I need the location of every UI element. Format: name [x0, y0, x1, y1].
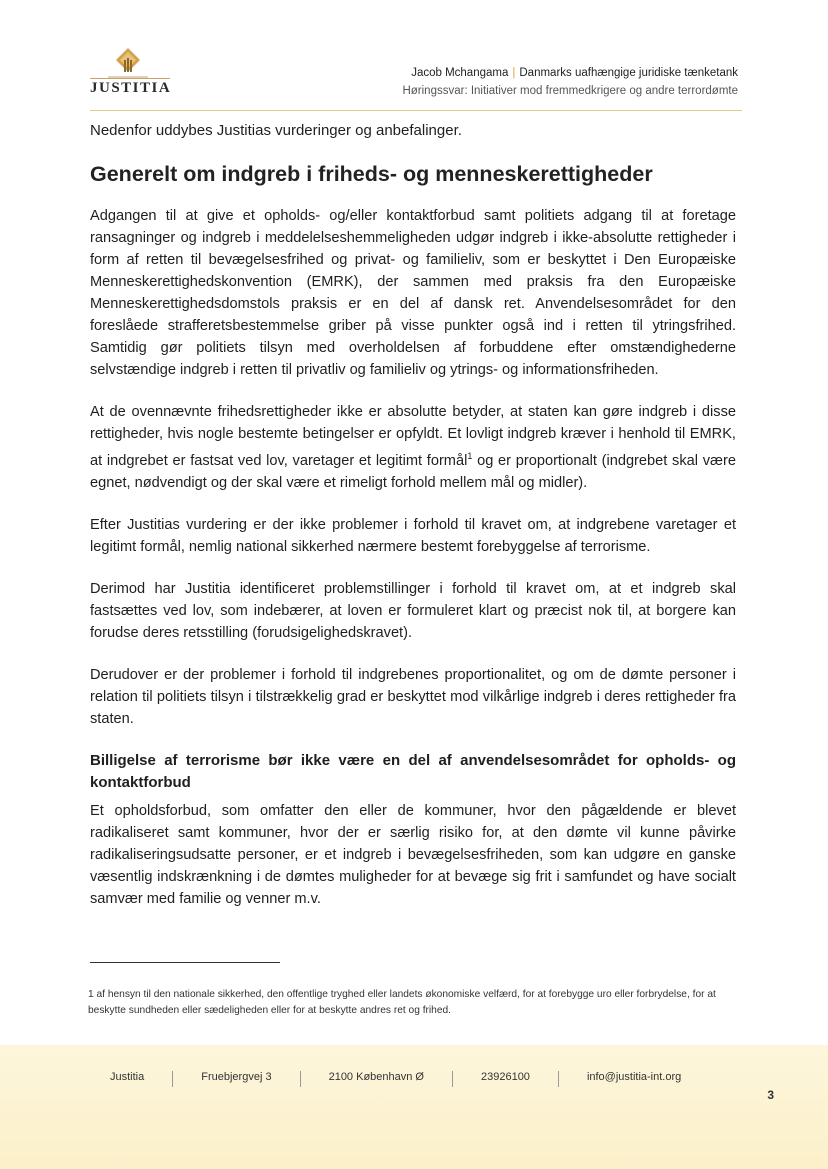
paragraph-5: Derudover er der problemer i forhold til indgrebenes proportionalitet, og om de dømte personer i relation til politiets tilsyn i tilstrækkelig grad er beskyttet mod vilkårlige indgreb i deres rettigheder fra staten. [90, 666, 736, 727]
subsection-heading: Billigelse af terrorisme bør ikke være en del af anvendelsesområdet for opholds- og kontaktforbud [90, 751, 736, 791]
header-subtitle: Høringssvar: Initiativer mod fremmedkrigere og andre terrordømte [402, 85, 738, 97]
footer-separator [172, 1071, 173, 1087]
justitia-logo [90, 46, 170, 98]
document-header [402, 64, 738, 100]
logo-text: JUSTITIA [90, 80, 172, 96]
page-footer [0, 1045, 828, 1169]
footer-street: Fruebjergvej 3 [201, 1071, 272, 1083]
footnote: 1 af hensyn til den nationale sikkerhed, den offentlige tryghed eller landets økonomiske velfærd, for at forebygge uro eller forbrydelse, for at beskytte sundheden eller sædeligheden eller for at beskytte andres ret og frihed. [88, 989, 716, 1016]
header-author: Jacob Mchangama [411, 67, 509, 79]
footnote-ref: 1 [467, 451, 473, 461]
footnote-rule [90, 962, 280, 963]
page-number: 3 [767, 1088, 774, 1102]
header-separator: | [512, 67, 516, 79]
footer-city: 2100 København Ø [328, 1071, 424, 1083]
footer-separator [300, 1071, 301, 1087]
footer-name: Justitia [110, 1071, 145, 1083]
footer-contact-row [110, 1071, 738, 1087]
header-organization: Danmarks uafhængige juridiske tænketank [519, 67, 738, 79]
section-heading: Generelt om indgreb i friheds- og menneskerettigheder [90, 162, 653, 186]
header-rule [90, 110, 742, 111]
paragraph-1: Adgangen til at give et opholds- og/eller kontaktforbud samt politiets adgang til at foretage ransagninger og indgreb i meddelelseshemmeligheden udgør indgreb i ikke-absolutte rettigheder i form af retten til bevægelsesfrihed og privat- og familieliv, som er beskyttet i Den Europæiske Menneskerettighedskonvention (EMRK), der sammen med praksis fra den Europæiske Menneskerettighedsdomstols praksis er en del af dansk ret. Anvendelsesområdet for den foreslåede strafferetsbestemmelse griber på visse punkter også ind i retten til ytringsfrihed. Samtidig gør politiets tilsyn med overholdelsen af forbuddene efter omstændighederne selvstændige indgreb i retten til privatliv og familieliv og ytrings- og informationsfriheden. [90, 208, 736, 378]
paragraph-3: Efter Justitias vurdering er der ikke problemer i forhold til kravet om, at indgrebene varetager et legitimt formål, nemlig national sikkerhed nærmere bestemt forebyggelse af terrorisme. [90, 516, 736, 555]
footer-separator [452, 1071, 453, 1087]
paragraph-6: Et opholdsforbud, som omfatter den eller de kommuner, hvor den pågældende er blevet radikaliseret samt kommuner, hvor der er særlig risiko for, at den dømte vil kunne påvirke radikaliseringsudsatte personer, er et indgreb i bevægelsesfriheden, som kan udgøre en ganske væsentlig indskrænkning i de dømtes muligheder for at bevæge sig frit i samfundet og have socialt samvær med familie og venner m.v. [90, 802, 736, 907]
paragraph-4: Derimod har Justitia identificeret problemstillinger i forhold til kravet om, at et indgreb skal fastsættes ved lov, som indebærer, at loven er formuleret klart og præcist nok til, at borgere kan forudse deres retsstilling (forudsigelighedskravet). [90, 580, 736, 641]
paragraph-2-text-b: og er proportionalt (indgrebet skal være egnet, nødvendigt og der skal være et rimeligt forhold mellem mål og midler). [90, 452, 736, 491]
intro-text: Nedenfor uddybes Justitias vurderinger og anbefalinger. [90, 122, 462, 139]
justitia-emblem-icon [100, 46, 156, 78]
footer-separator [558, 1071, 559, 1087]
footer-email[interactable]: info@justitia-int.org [586, 1071, 682, 1083]
main-content [90, 120, 736, 930]
paragraph-2 [90, 401, 736, 494]
footer-phone: 23926100 [480, 1071, 530, 1083]
paragraph-2-text-a: At de ovennævnte frihedsrettigheder ikke er absolutte betyder, at staten kan gøre indgreb i disse rettigheder, hvis nogle bestemte betingelser er opfyldt. Et lovligt indgreb kræver i henhold til EMRK, at indgrebet er fastsat ved lov, varetager et legitimt formål [90, 404, 736, 469]
